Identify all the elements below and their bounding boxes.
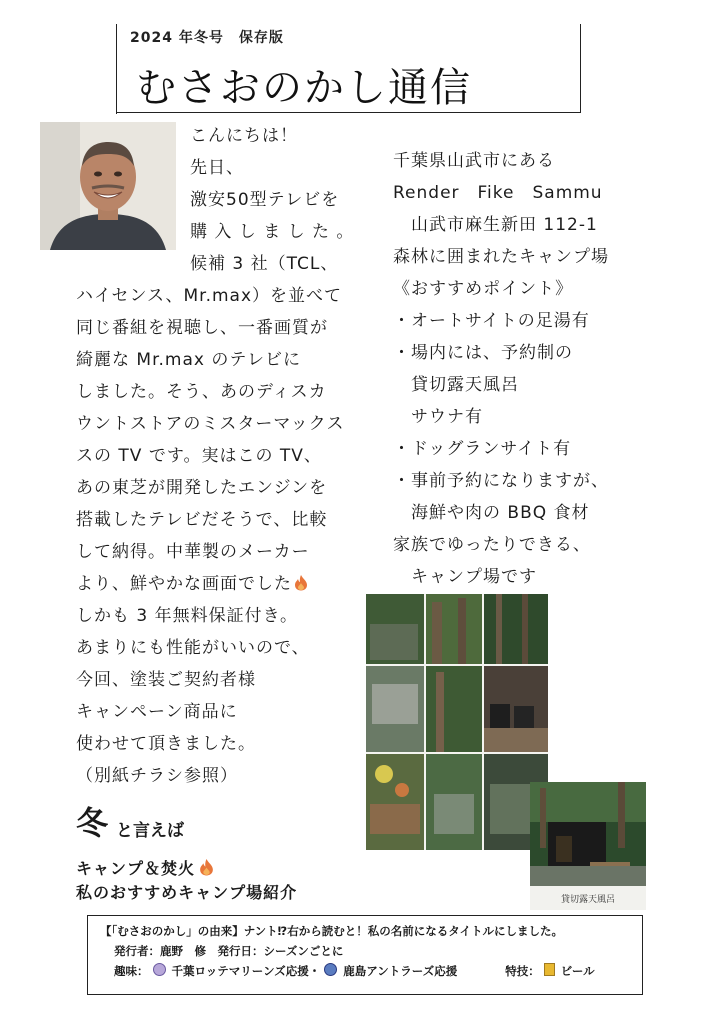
- camp-line: 千葉県山武市にある: [393, 151, 555, 171]
- hobby-antlers: 鹿島アントラーズ応援: [343, 964, 458, 978]
- bath-photo-caption: 貸切露天風呂: [560, 895, 615, 905]
- body-line: 搭載したテレビだそうで、比較: [76, 510, 328, 530]
- private-bath-photo: [530, 782, 646, 910]
- camp-line: 《おすすめポイント》: [393, 279, 574, 299]
- body-line: して納得。中華製のメーカー: [76, 542, 310, 562]
- camp-line: 家族でゆったりできる、: [393, 535, 591, 555]
- camp-bonfire-text: キャンプ＆焚火: [76, 859, 196, 878]
- intro-line: こんにちは！: [190, 126, 298, 146]
- title-frame-left: [116, 24, 117, 114]
- body-line: キャンペーン商品に: [76, 702, 238, 722]
- flame-icon: [294, 574, 308, 591]
- body-line: あの東芝が開発したエンジンを: [76, 478, 328, 498]
- intro-line: 先日、: [190, 158, 244, 178]
- camp-line: 海鮮や肉の BBQ 食材: [393, 503, 590, 523]
- newsletter-title: むさおのかし通信: [136, 65, 472, 111]
- body-line: [76, 573, 308, 595]
- winter-heading-kanji: 冬: [76, 804, 109, 842]
- camp-line: ・ドッグランサイト有: [393, 439, 572, 459]
- recommended-camp-subhead: 私のおすすめキャンプ場紹介: [76, 883, 298, 902]
- body-line: 使わせて頂きました。: [76, 734, 256, 754]
- hobby-marines: 千葉ロッテマリーンズ応援・: [171, 964, 321, 978]
- intro-line: 候補 3 社（TCL、: [190, 254, 339, 274]
- issue-label: 2024 年冬号 保存版: [130, 30, 284, 46]
- winter-heading-rest: と言えば: [116, 821, 184, 841]
- flame-icon: [199, 858, 214, 876]
- body-line: （別紙チラシ参照）: [76, 766, 238, 786]
- body-line: ウントストアのミスターマックス: [76, 414, 345, 434]
- intro-line: 激安50型テレビを: [190, 190, 340, 210]
- body-line: しかも 3 年無料保証付き。: [76, 606, 298, 626]
- hobby-label: 趣味：: [114, 964, 149, 978]
- skill-label: 特技：: [505, 964, 540, 978]
- title-frame-right: [580, 24, 581, 112]
- camp-line: 貸切露天風呂: [393, 375, 519, 395]
- body-line: 綺麗な Mr.max のテレビに: [76, 350, 302, 370]
- footer-title-origin: 【「むさおのかし」の由来】ナント⁉右から読むと！私の名前になるタイトルにしました。: [100, 924, 563, 938]
- author-portrait: [40, 122, 176, 250]
- footer-hobby-row: [114, 963, 595, 979]
- camp-line: Render Fike Sammu: [393, 183, 603, 203]
- camp-line: 山武市麻生新田 112-1: [393, 215, 598, 235]
- footer-info-box: [87, 915, 643, 995]
- camp-line: キャンプ場です: [393, 567, 537, 587]
- camp-line: ・オートサイトの足湯有: [393, 311, 590, 331]
- marines-icon: [153, 963, 166, 976]
- body-line: 今回、塗装ご契約者様: [76, 670, 256, 690]
- camp-line: ・事前予約になりますが、: [393, 471, 609, 491]
- body-line: あまりにも性能がいいので、: [76, 638, 310, 658]
- camp-line: サウナ有: [393, 407, 483, 427]
- skill-value: ビール: [560, 964, 595, 978]
- footer-publisher: 発行者：鹿野 修 発行日：シーズンごとに: [114, 944, 344, 958]
- camp-bonfire-subhead: [76, 856, 214, 879]
- antlers-icon: [324, 963, 337, 976]
- body-line: ハイセンス、Mr.max）を並べて: [76, 286, 343, 306]
- body-line: スの TV です。実はこの TV、: [76, 446, 322, 466]
- camp-line: ・場内には、予約制の: [393, 343, 573, 363]
- intro-line: 購 入 し ま し た 。: [190, 222, 355, 242]
- body-line: 同じ番組を視聴し、一番画質が: [76, 318, 328, 338]
- camp-line: 森林に囲まれたキャンプ場: [393, 247, 609, 267]
- campsite-photo-collage: [366, 594, 548, 850]
- beer-icon: [544, 963, 555, 976]
- body-line-text: より、鮮やかな画面でした: [76, 574, 292, 594]
- body-line: しました。そう、あのディスカ: [76, 382, 327, 402]
